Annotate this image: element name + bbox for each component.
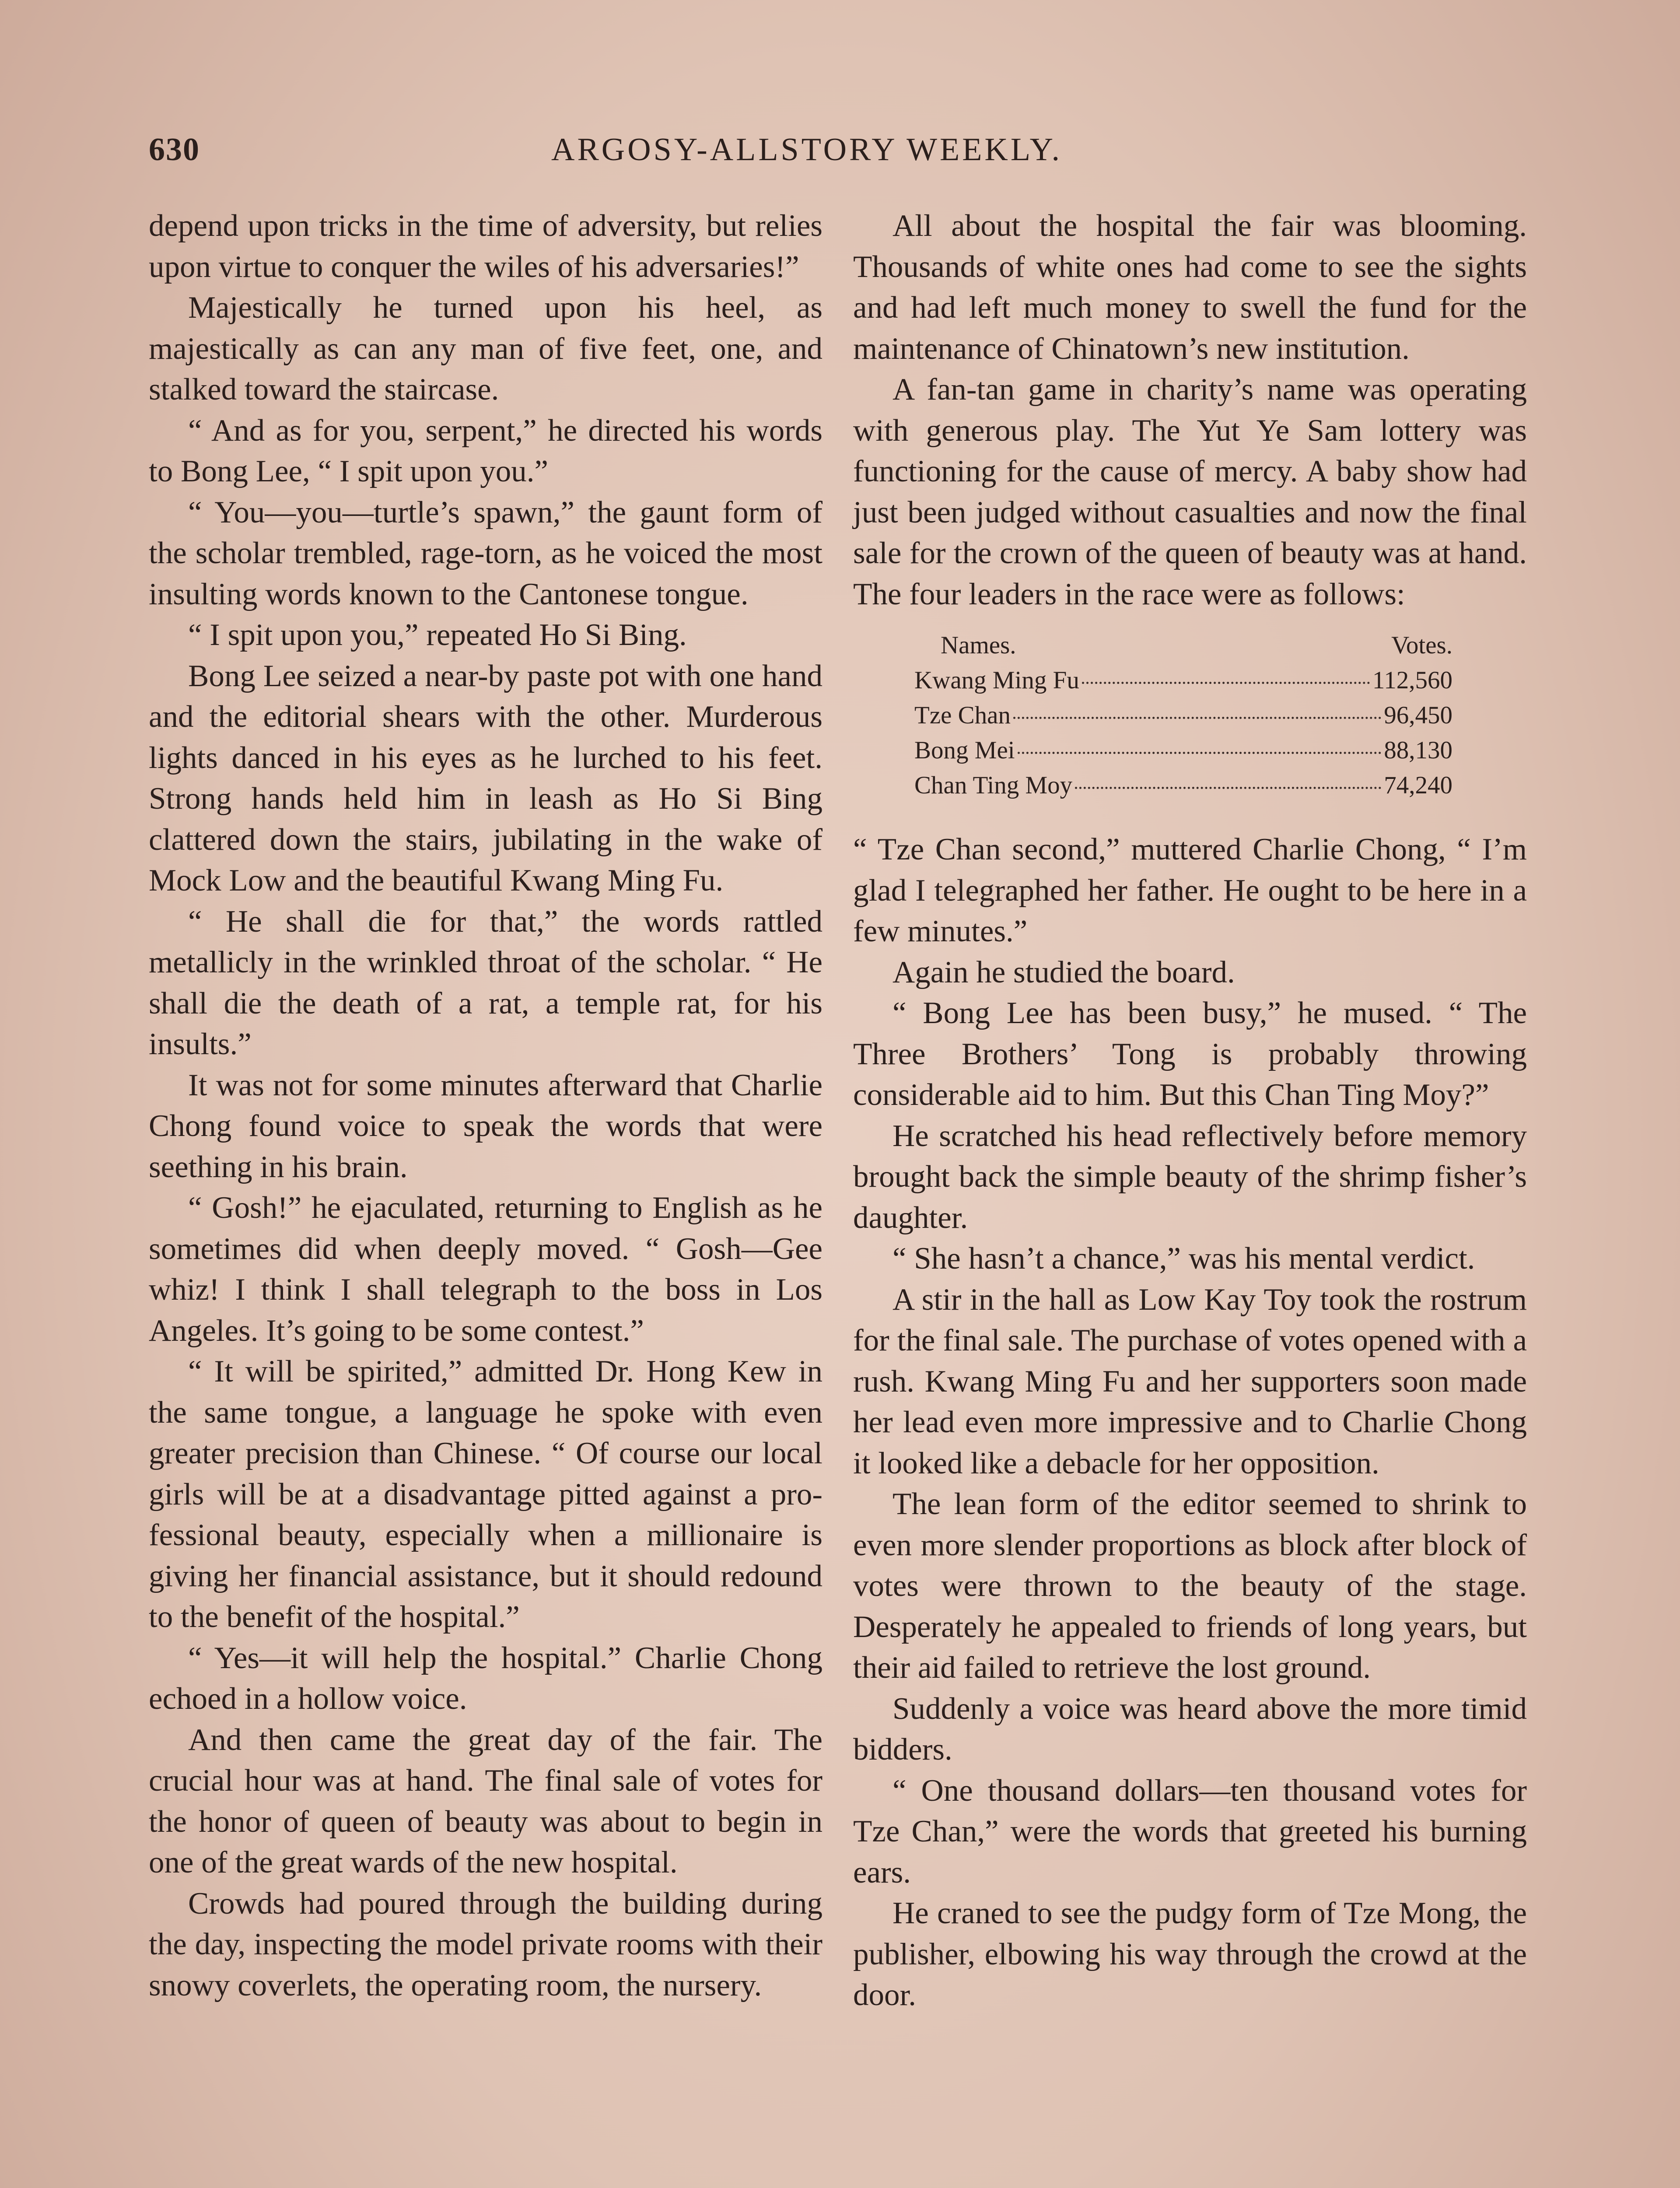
right-column-top — [853, 206, 1527, 615]
dot-leader — [1075, 787, 1381, 789]
dot-leader — [1013, 717, 1381, 719]
paragraph: “ Yes—it will help the hospital.” Charlie Chong echoed in a hollow voice. — [149, 1641, 822, 1716]
paragraph: “ Bong Lee has been busy,” he mused. “ The Three Brothers’ Tong is probably throwing considerable aid to him. But this Chan Ting Moy?” — [853, 996, 1527, 1112]
candidate-name: Kwang Ming Fu — [914, 666, 1079, 694]
candidate-name: Tze Chan — [914, 701, 1011, 729]
paragraph: All about the hospital the fair was blooming. Thousands of white ones had come to see the sights and had left much money to swell the fund for the maintenance of Chinatown’s new institution. — [853, 209, 1527, 366]
right-column-bottom — [853, 829, 1527, 2016]
paragraph: Crowds had poured through the building during the day, inspecting the model private rooms with their snowy coverlets, the operating room, the nursery. — [149, 1886, 822, 2002]
paragraph: A fan-tan game in charity’s name was operating with generous play. The Yut Ye Sam lottery was functioning for the cause of mercy. A baby show had just been judged without casualties and now the final sale for the crown of the queen of beauty was at hand. The four leaders in the race were as follows: — [853, 372, 1527, 611]
paragraph: He craned to see the pudgy form of Tze Mong, the publisher, elbowing his way through the crowd at the door. — [853, 1896, 1527, 2012]
right-column — [853, 206, 1527, 2016]
paragraph: “ I spit upon you,” repeated Ho Si Bing. — [188, 618, 687, 652]
vote-count: 96,450 — [1384, 701, 1452, 729]
paragraph: “ Tze Chan second,” muttered Charlie Chong, “ I’m glad I telegraphed her father. He ought to be here in a few minutes.” — [853, 832, 1527, 948]
running-head: ARGOSY-ALLSTORY WEEKLY. — [551, 132, 1063, 168]
vote-count: 112,560 — [1372, 666, 1452, 694]
paragraph: Majestically he turned upon his heel, as majestically as can any man of five feet, one, and stalked toward the staircase. — [149, 291, 822, 407]
vote-header-votes: Votes. — [1391, 631, 1452, 659]
dot-leader — [1082, 682, 1370, 684]
vote-row — [914, 733, 1452, 768]
paragraph: depend upon tricks in the time of adversity, but relies upon virtue to conquer the wiles of his adversaries!” — [149, 209, 822, 284]
paragraph: “ You—you—turtle’s spawn,” the gaunt form of the scholar trembled, rage-torn, as he voiced the most insulting words known to the Cantonese tongue. — [149, 495, 822, 611]
paragraph: “ He shall die for that,” the words rattled metallicly in the wrinkled throat of the scholar. “ He shall die the death of a rat, a temple rat, for his insults.” — [149, 904, 822, 1061]
vote-row — [914, 698, 1452, 733]
paragraph: “ One thousand dollars—ten thousand votes for Tze Chan,” were the words that greeted his burning ears. — [853, 1773, 1527, 1890]
paragraph: “ She hasn’t a chance,” was his mental verdict. — [892, 1241, 1475, 1276]
vote-row — [914, 663, 1452, 698]
paragraph: It was not for some minutes afterward that Charlie Chong found voice to speak the words that were seething in his brain. — [149, 1068, 822, 1184]
vote-table-rows — [914, 663, 1452, 803]
paragraph: And then came the great day of the fair. The crucial hour was at hand. The final sale of votes for the honor of queen of beauty was about to begin in one of the great wards of the new hospital. — [149, 1722, 822, 1879]
paragraph: “ Gosh!” he ejaculated, returning to English as he sometimes did when deeply moved. “ Gosh—Gee whiz! I think I shall telegraph to the boss in Los Angeles. It’s going to be some contest.” — [149, 1191, 822, 1348]
paragraph: He scratched his head reflectively before memory brought back the simple beauty of the shrimp fisher’s daughter. — [853, 1119, 1527, 1235]
vote-count: 88,130 — [1384, 736, 1452, 764]
page-header — [149, 131, 1549, 184]
vote-table — [914, 628, 1452, 803]
paragraph: A stir in the hall as Low Kay Toy took the rostrum for the final sale. The purchase of votes opened with a rush. Kwang Ming Fu and her supporters soon made her lead even more impressive and to Charlie Chong it looked like a debacle for her opposition. — [853, 1282, 1527, 1480]
left-column — [149, 206, 822, 2006]
page-number: 630 — [149, 132, 200, 168]
paragraph: “ And as for you, serpent,” he directed his words to Bong Lee, “ I spit upon you.” — [149, 413, 822, 488]
paragraph: Bong Lee seized a near-by paste pot with one hand and the editorial shears with the other. Murderous lights danced in his eyes as he lurched to his feet. Strong hands held him in leash as Ho Si Bing clattered down the stairs, jubilating in the wake of Mock Low and the beautiful Kwang Ming Fu. — [149, 659, 822, 898]
vote-header-names: Names. — [941, 631, 1016, 659]
dot-leader — [1018, 752, 1382, 754]
candidate-name: Bong Mei — [914, 736, 1015, 764]
paragraph: The lean form of the editor seemed to shrink to even more slender proportions as block after block of votes were thrown to the beauty of the stage. Desperately he appealed to friends of long years, but their aid failed to retrieve the lost ground. — [853, 1487, 1527, 1685]
vote-table-header — [914, 628, 1452, 663]
vote-row — [914, 768, 1452, 803]
candidate-name: Chan Ting Moy — [914, 771, 1073, 799]
paragraph: “ It will be spirited,” admitted Dr. Hong Kew in the same tongue, a language he spoke with even greater precision than Chinese. “ Of course our local girls will be at a disadvantage pitted against a professional beauty, especially when a millionaire is giving her financial assistance, but it should redound to the benefit of the hospital.” — [149, 1354, 822, 1634]
vote-count: 74,240 — [1384, 771, 1452, 799]
paragraph: Again he studied the board. — [892, 955, 1235, 989]
paragraph: Suddenly a voice was heard above the more timid bidders. — [853, 1691, 1527, 1767]
